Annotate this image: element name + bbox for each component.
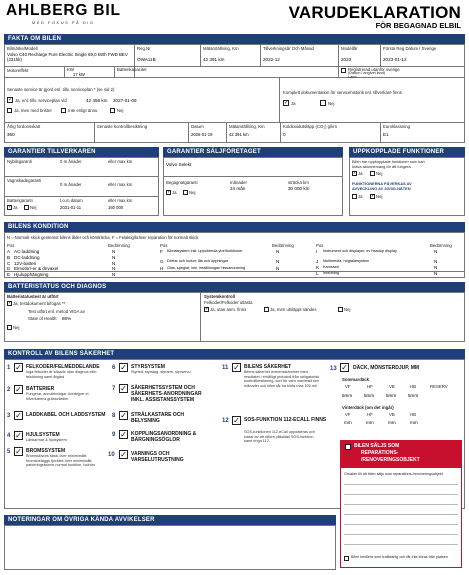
felkod-ja-checkbox[interactable]: ✓	[205, 307, 210, 312]
tire-col-vb: VB	[389, 384, 395, 389]
item-6-number: 6	[112, 365, 116, 371]
k-d-pos: D	[7, 266, 11, 271]
service-mindre-checkbox[interactable]	[7, 108, 12, 113]
service-intenot-label: Inte enligt ännu	[68, 108, 98, 113]
felkod-ja2-label: Ja, men utsläppt sändes	[270, 307, 317, 312]
item-12-desc: SOS-funktionen 112-eCall uppdateras och klarar av att utföra påkallad SOS-funktion samt ringa 112.	[244, 430, 316, 444]
upp-nej-checkbox[interactable]	[370, 171, 375, 176]
item-9-checkbox[interactable]: ✓	[120, 430, 127, 439]
trafikfarlig-checkbox[interactable]	[344, 556, 349, 561]
imported-label: Registrerad utanför sverige	[348, 67, 400, 72]
vinter-vf: mm	[344, 420, 352, 425]
batt-soh-label: State of Health:	[28, 316, 58, 321]
item-2-desc: Fungerar, anmärkningar övertejper el tillverkarens gränsvärden	[26, 392, 89, 401]
sommar-hb: 5mm	[408, 393, 419, 398]
item-9-number: 9	[112, 432, 116, 438]
item-8-number: 8	[112, 413, 116, 419]
item-9-name: KOPPLINGSANORDNING & BÄRGNINGSÖGLOR	[131, 431, 197, 443]
felkod-ja2-checkbox[interactable]	[264, 307, 269, 312]
vinter-hf: mm	[366, 420, 374, 425]
k-f-val: N	[276, 249, 280, 254]
k-e-pos: E	[7, 272, 11, 277]
service-nej-checkbox[interactable]	[110, 108, 115, 113]
k-h-pos: H	[160, 266, 164, 271]
batt-ja-label: Ja	[13, 205, 18, 210]
modelyear-value: 2023	[341, 57, 352, 62]
months-label: månader	[230, 180, 247, 185]
section-kondition: BILENS KONDITION	[4, 222, 465, 232]
item-5-name: BROMSSYSTEM	[26, 448, 66, 454]
section-kontroll: KONTROLL AV BILENS SÄKERHET	[4, 349, 465, 359]
k-e-val: N	[112, 272, 116, 277]
beg-label: Begagnatgaranti	[166, 180, 198, 185]
k-b-pos: B	[7, 255, 11, 260]
batt-soh-value: 88%	[62, 316, 72, 321]
item-5-checkbox[interactable]: ✓	[15, 447, 22, 456]
tire-col-hb: HB	[410, 384, 416, 389]
item-6-name: STYRSYSTEM	[131, 364, 165, 370]
upp-text3: FUNKTIONERNA PÅVERKAS AV	[352, 181, 412, 186]
upp-text2: kräva abonnemang för att fungera	[352, 164, 411, 169]
item-3-name: LADDKABEL OCH LADDSYSTEM	[26, 412, 106, 418]
tax-label: Årlig fordonsskatt	[7, 124, 41, 129]
item-12-checkbox[interactable]: ✓	[233, 416, 240, 425]
item-10-checkbox[interactable]: ✓	[120, 450, 127, 459]
system-label: Systemkontroll	[204, 294, 236, 299]
sommar-label: Sommardäck	[342, 377, 369, 382]
saljs-title1: BILEN SÄLJS SOM	[354, 443, 400, 449]
upp-text1: Bilen har uppkopplade funktioner som kan	[352, 159, 425, 164]
item-1-name: FELKODER/FELMEDDELANDE	[26, 364, 100, 370]
batt-tested-label: Test utfört enl. metod VIDA av	[28, 309, 85, 314]
page-title: VARUDEKLARATION	[288, 3, 461, 22]
k-c-pos: C	[7, 261, 11, 266]
item-10-number: 10	[108, 452, 115, 458]
k-i-pos: I	[316, 249, 318, 254]
mfg-value: 2022-12	[263, 57, 280, 62]
euro-label: Euroklassning	[383, 124, 410, 129]
item-7-checkbox[interactable]: ✓	[120, 384, 127, 393]
service-nej-label: Nej	[117, 108, 124, 113]
item-12-number: 12	[222, 418, 229, 424]
vinter-label: Vinterdäck (om det ingår)	[342, 405, 394, 410]
salj-km-value: 30 000 km	[288, 186, 310, 191]
item-11-number: 11	[222, 365, 229, 371]
item-4-number: 4	[7, 433, 11, 439]
motor-label: Motoreffekt	[7, 68, 29, 73]
co2-label: Koldioxidutsläpp (CO₂) g/km	[283, 124, 337, 129]
item-10-name: VARNINGS OCH VARSELUTRUSTNING	[131, 451, 184, 463]
section-garanti-salj: GARANTIER SÄLJFÖRETAGET	[163, 147, 343, 157]
tire-col-vf: VF	[345, 384, 351, 389]
item-1-desc: Inga felkoder är sökade utan diagnos eller felsökning samt åtgärd	[26, 370, 97, 379]
section-batteri: BATTERISTATUS OCH DIAGNOS	[4, 282, 465, 292]
service-yes-checkbox[interactable]: ✓	[8, 97, 13, 103]
k-a-val: N	[112, 249, 116, 254]
beg-ja-label: Ja	[172, 190, 177, 195]
logo-text: AHLBERG BIL	[6, 2, 121, 19]
trafikfarlig-label: Bilen bedöms som trafikfarlig och får inte köras från platsen	[351, 555, 448, 559]
item-4-name: HJULSYSTEM	[26, 432, 60, 438]
service-km: 42 456 km	[86, 98, 108, 103]
batt-status-ja-label: Ja, testdokument bifogas **	[13, 301, 66, 306]
k-l-pos: L	[316, 271, 319, 276]
saljs-title3: /RENOVERINGSOBJEKT	[361, 457, 420, 463]
service-intenot-checkbox[interactable]	[61, 108, 66, 113]
salj-name: Volvo Selekt	[166, 162, 192, 167]
k-g-pos: G	[160, 259, 164, 264]
item-3-number: 3	[7, 413, 11, 419]
k-bed-1: Bedömning	[108, 243, 130, 248]
vtire-col-hb: HB	[410, 412, 416, 417]
docs-label: Komplett dokumentation för servicehistorik enl. tillverkare finns	[283, 90, 402, 95]
k-c-val: N	[112, 261, 116, 266]
batt-status-nej-checkbox[interactable]	[7, 325, 12, 330]
item-11-desc: Bilens säkerhet överensstämmer med resultatet i erhålligt protokoll från obligatorisk kontrollbesiktning, kort för vara maximalt sex månader och bilen får ha körts max 100 mil	[244, 370, 320, 388]
k-k-pos: K	[316, 265, 320, 270]
upp-ja-label: Ja	[358, 171, 363, 176]
reg-label: Reg.Nr	[137, 46, 151, 51]
item-4-desc: Länkarmar & hjulsystem	[26, 438, 67, 442]
k-d-label: Elmotor/-er & drivaxel	[14, 266, 59, 271]
upp-text4: AVVECKLING AV 2G/3G-NÄTEN	[352, 186, 411, 191]
item-7-number: 7	[112, 386, 116, 392]
vinter-vb: mm	[388, 420, 396, 425]
upp-nej2-checkbox[interactable]: ✓	[371, 194, 376, 199]
upp-ja2-checkbox[interactable]	[352, 194, 357, 199]
upp-ja-checkbox[interactable]: ✓	[353, 171, 358, 176]
nybil-label: Nybilsgaranti	[7, 159, 32, 164]
vagn-label: Vagnskadegaranti	[7, 178, 42, 183]
sommar-hf: 5mm	[364, 393, 375, 398]
k-h-label: Glas, speglar, inkl. inställningar/ hissanordning	[167, 266, 246, 270]
item-1-number: 1	[7, 365, 11, 371]
felkod-nej-label: Nej	[344, 307, 351, 312]
km-label: Mätarställning, Km	[203, 46, 239, 51]
k-k-val: N	[434, 265, 438, 270]
item-6-checkbox[interactable]: ✓	[120, 363, 127, 372]
section-garanti-tillv: GARANTIER TILLVERKAREN	[4, 147, 159, 157]
k-j-label: Multimedia, högtalarsystem	[323, 259, 370, 263]
k-bed-2: Bedömning	[272, 243, 294, 248]
control-label: Senaste kontrollbesiktning	[97, 124, 148, 129]
section-noteringar: NOTERINGAR OM ÖVRIGA KÄNDA AVVIKELSER	[4, 515, 336, 525]
nybil-km: eller max km	[108, 159, 133, 164]
euro-value: E1	[383, 132, 389, 137]
felkod-nej-checkbox[interactable]	[338, 307, 343, 312]
imported-sub: (Datum i angivet land)	[348, 71, 386, 75]
firstreg-value: 2023-01-12	[383, 57, 407, 62]
battery-label: Batterikapacitet	[117, 67, 147, 72]
logo	[6, 3, 156, 25]
batt-status-ja-checkbox[interactable]: ✓	[8, 301, 13, 306]
docs-ja-checkbox[interactable]: ✓	[284, 100, 289, 106]
vtire-col-hf: HF	[367, 412, 373, 417]
vtire-col-vf: VF	[345, 412, 351, 417]
firstreg-label: Första Reg Datum I Sverige	[383, 46, 437, 51]
tire-col-hf: HF	[367, 384, 373, 389]
k-l-label: Inredning	[323, 271, 339, 275]
batt-maxkm-label: eller max km	[108, 198, 133, 203]
section-fakta: FAKTA OM BILEN	[4, 34, 465, 44]
k-b-label: DC-laddning	[14, 255, 40, 260]
item-11-checkbox[interactable]: ✓	[233, 363, 240, 372]
k-pos-1: Pos	[7, 243, 15, 248]
km-value: 42 391 km	[203, 57, 225, 62]
imported-checkbox[interactable]	[341, 68, 346, 73]
felkod-label: Felkoder/Felkoder utlästa	[204, 300, 253, 305]
batt-maxkm-value: 160 000	[108, 205, 124, 210]
beg-nej-checkbox[interactable]	[183, 190, 188, 195]
date-value: 2026-01-19	[191, 132, 213, 137]
item-12-name: SOS-FUNKTION 112-ECALL FINNS	[244, 417, 327, 423]
section-uppkopplade: UPPKOPPLADE FUNKTIONER	[349, 147, 465, 157]
salj-km-label: sträcka km	[288, 180, 309, 185]
logo-sub: MED FOKUS PÅ DIG	[32, 20, 95, 25]
sommar-vb: 5mm	[386, 393, 397, 398]
mfg-label: Tillverkningsår Och Månad	[263, 46, 314, 51]
docs-nej-label: Nej	[328, 101, 335, 106]
docs-nej-checkbox[interactable]	[320, 100, 326, 106]
tire-col-reserv: RESERV	[430, 384, 448, 389]
k-g-label: Dörrar och luckor, lås och öppningar	[167, 259, 228, 263]
imported-land: Land	[348, 75, 357, 79]
months-value: 24 mån	[230, 186, 246, 191]
k-j-pos: J	[316, 259, 319, 264]
modelyear-label: Modellår	[341, 46, 358, 51]
upp-nej2-label: Nej	[376, 194, 383, 199]
kw-value: 17 kW	[73, 72, 85, 77]
batt-label: Batterigaranti	[7, 198, 33, 203]
item-2-checkbox[interactable]: ✓	[15, 385, 22, 394]
k-f-label: Klimatsystem inkl. uppvärmda ytor/funktioner	[167, 249, 243, 253]
k-b-val: N	[112, 255, 116, 260]
k-a-pos: A	[7, 249, 11, 254]
tax-value: 360	[7, 132, 15, 137]
k-i-label: Instrument och displayer, ev headup display	[323, 249, 397, 253]
page-subtitle: FÖR BEGAGNAD ELBIL	[375, 21, 461, 30]
k-f-pos: F	[160, 249, 163, 254]
kw-label: KW	[67, 67, 74, 72]
batt-status-label: Batteristatustest är utfört	[7, 294, 59, 299]
model-label: Bilmärke/Modell	[7, 46, 38, 51]
co2-value: 0	[283, 132, 286, 137]
service-yes-label: Ja, enl. tillv. serviceplan vid	[15, 98, 67, 103]
service-mindre-label: Ja, men med brister	[14, 108, 52, 113]
reg-value: OWA11B	[137, 57, 156, 62]
k-d-val: N	[112, 266, 116, 271]
service-date: 2027-01-09	[113, 98, 137, 103]
item-1-checkbox[interactable]: ✓	[15, 363, 22, 372]
k-c-label: 12V-batteri	[14, 261, 37, 266]
item-6-desc: Styrled, styrstag, styrarm, styrservo	[131, 370, 191, 374]
vinter-hb: mm	[410, 420, 418, 425]
item-2-name: BATTERIER	[26, 386, 55, 392]
felkod-ja-label: Ja, utan anm. finns	[210, 307, 247, 312]
item-13-checkbox[interactable]: ✓	[341, 363, 348, 372]
item-11-name: BILENS SÄKERHET	[244, 364, 292, 370]
item-8-name: STRÅLKASTARE OCH BELYSNING	[131, 412, 184, 424]
upp-ja2-label: Ja	[358, 194, 363, 199]
item-8-checkbox[interactable]: ✓	[120, 411, 127, 420]
beg-ja-checkbox[interactable]: ✓	[167, 190, 172, 195]
upp-nej-label: Nej	[376, 171, 383, 176]
k-l-val: N	[434, 271, 438, 276]
k-g-val: N	[276, 259, 280, 264]
item-3-checkbox[interactable]: ✓	[15, 411, 22, 420]
k-bed-3: Bedömning	[430, 243, 452, 248]
sommar-vf: 5mm	[342, 393, 353, 398]
batt-status-nej-label: Nej	[13, 325, 20, 330]
item-13-name: DÄCK, MÖNSTERDJUP, MM	[353, 365, 420, 371]
batt-ja-checkbox[interactable]: ✓	[8, 205, 13, 210]
beg-nej-label: Nej	[189, 190, 196, 195]
model-value: Volvo C40 Recharge Pure Electric Single 69,0 kWh FWD BEV (231hk)	[7, 52, 128, 62]
batt-to-label: t.o.m datum	[60, 198, 83, 203]
batt-nej-label: Nej	[30, 205, 37, 210]
k-a-label: AC-laddning	[14, 249, 40, 254]
item-5-number: 5	[7, 449, 11, 455]
item-7-name: SÄKERHETSSYSTEM OCH SÄKERHETS-ANORDNINGAR INKL. ASSISTANSSYSTEM	[131, 385, 202, 403]
k-pos-2: Pos	[160, 243, 168, 248]
item-2-number: 2	[7, 387, 11, 393]
batt-to-value: 2031-01-11	[60, 205, 82, 210]
item-5-desc: Bromsskivors skick över minimimått, bromsbeläggs tjocklek över minimimått, parkeringsbroms normal funktion, lodrörs	[26, 454, 96, 468]
saljs-orsak: Orsaker till att bilen säljs som reparations-/renoveringsobjekt	[344, 472, 443, 476]
k-j-val: N	[434, 259, 438, 264]
date-label: Datum	[191, 124, 204, 129]
batt-nej-checkbox[interactable]	[24, 205, 29, 210]
service-label: Senaste service är gjord enl. tillv. serviceplan * (se sid 2)	[7, 87, 115, 92]
k-e-label: Hjulupphängning	[14, 272, 49, 277]
km2-label: Mätarställning, Km	[229, 124, 265, 129]
k-pos-3: Pos	[316, 243, 324, 248]
docs-ja-label: Ja	[291, 101, 296, 106]
vagn-km: eller max km	[108, 182, 133, 187]
item-4-checkbox[interactable]: ✓	[15, 431, 22, 440]
item-13-number: 13	[330, 366, 337, 372]
saljs-title2: REPARATIONS-	[361, 450, 399, 456]
saljs-checkbox[interactable]	[345, 444, 351, 450]
kondition-legend: N = Normalt skick gentemot bilens ålder och körsträcka, F = Felaktig/kräver reparation för normalt skick	[7, 235, 199, 240]
vagn-month: 0 m ånader	[60, 182, 82, 187]
nybil-month: 0 m ånader	[60, 159, 82, 164]
km2-value: 42 391 km	[229, 132, 249, 137]
noteringar-box	[4, 525, 336, 570]
vtire-col-vb: VB	[389, 412, 395, 417]
k-i-val: N	[434, 249, 438, 254]
k-k-label: Karosseri	[323, 265, 340, 269]
k-h-val: N	[276, 266, 280, 271]
